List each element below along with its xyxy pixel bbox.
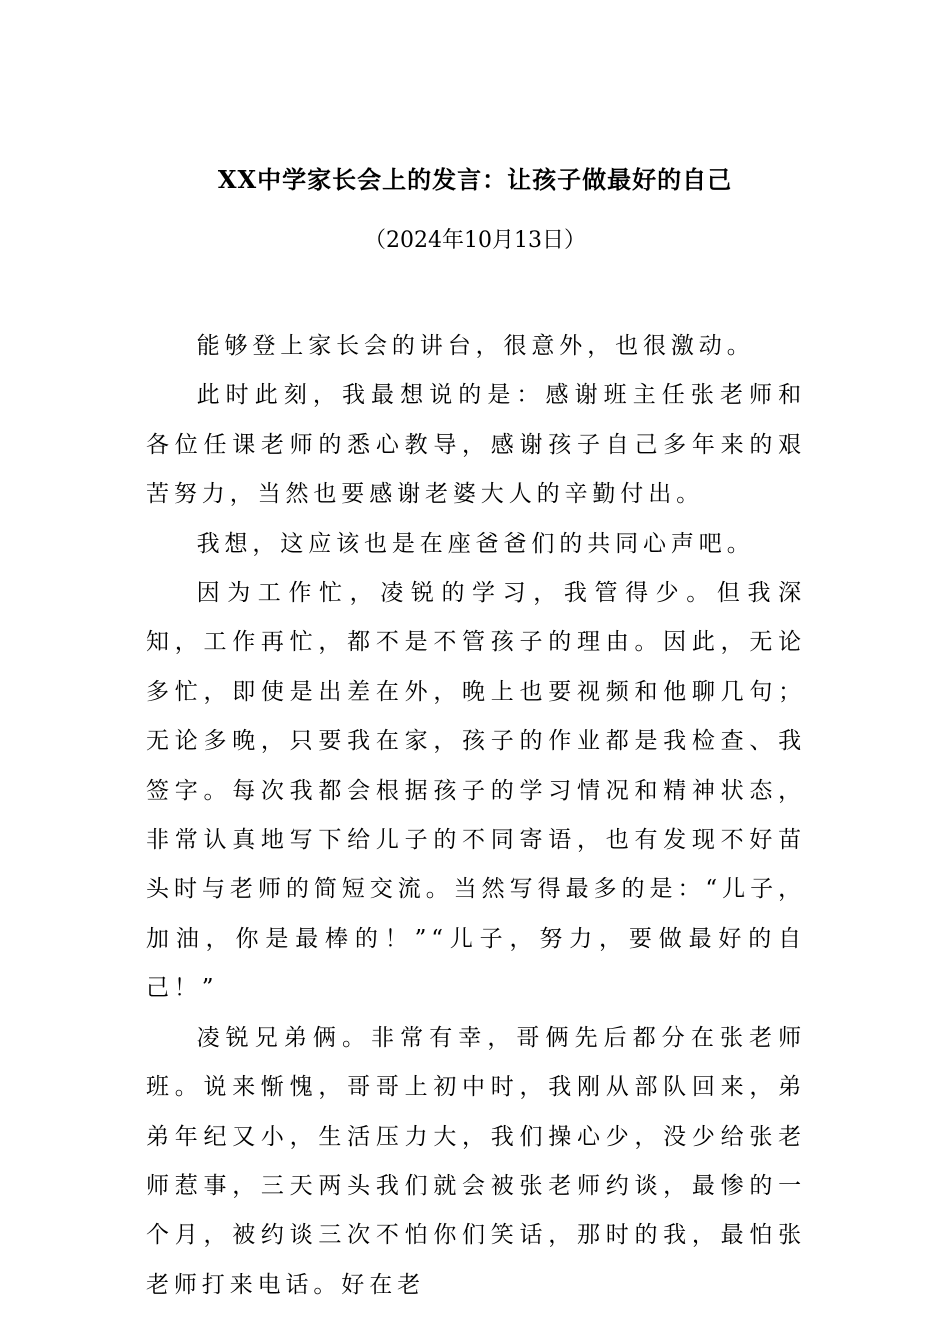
- paragraph: 凌锐兄弟俩。非常有幸，哥俩先后都分在张老师班。说来惭愧，哥哥上初中时，我刚从部队回来，弟弟年纪又小，生活压力大，我们操心少，没少给张老师惹事，三天两头我们就会被张老师约谈，最惨的一个月，被约谈三次不怕你们笑话，那时的我，最怕张老师打来电话。好在老: [146, 1024, 806, 1298]
- document-title: XX中学家长会上的发言：让孩子做最好的自己: [217, 165, 733, 194]
- document-date: （2024年10月13日）: [364, 228, 586, 253]
- paragraph: 因为工作忙，凌锐的学习，我管得少。但我深知，工作再忙，都不是不管孩子的理由。因此，无论多忙，即使是出差在外，晚上也要视频和他聊几句；无论多晚，只要我在家，孩子的作业都是我检查、我签字。每次我都会根据孩子的学习情况和精神状态，非常认真地写下给儿子的不同寄语，也有发现不好苗头时与老师的简短交流。当然写得最多的是：“儿子，加油，你是最棒的！”“儿子，努力，要做最好的自己！”: [146, 580, 806, 1002]
- paragraph: 我想，这应该也是在座爸爸们的共同心声吧。: [196, 530, 755, 557]
- paragraph: 此时此刻，我最想说的是：感谢班主任张老师和各位任课老师的悉心教导，感谢孩子自己多年来的艰苦努力，当然也要感谢老婆大人的辛勤付出。: [146, 382, 806, 508]
- paragraph: 能够登上家长会的讲台，很意外，也很激动。: [196, 333, 755, 359]
- document-body: [146, 322, 806, 1310]
